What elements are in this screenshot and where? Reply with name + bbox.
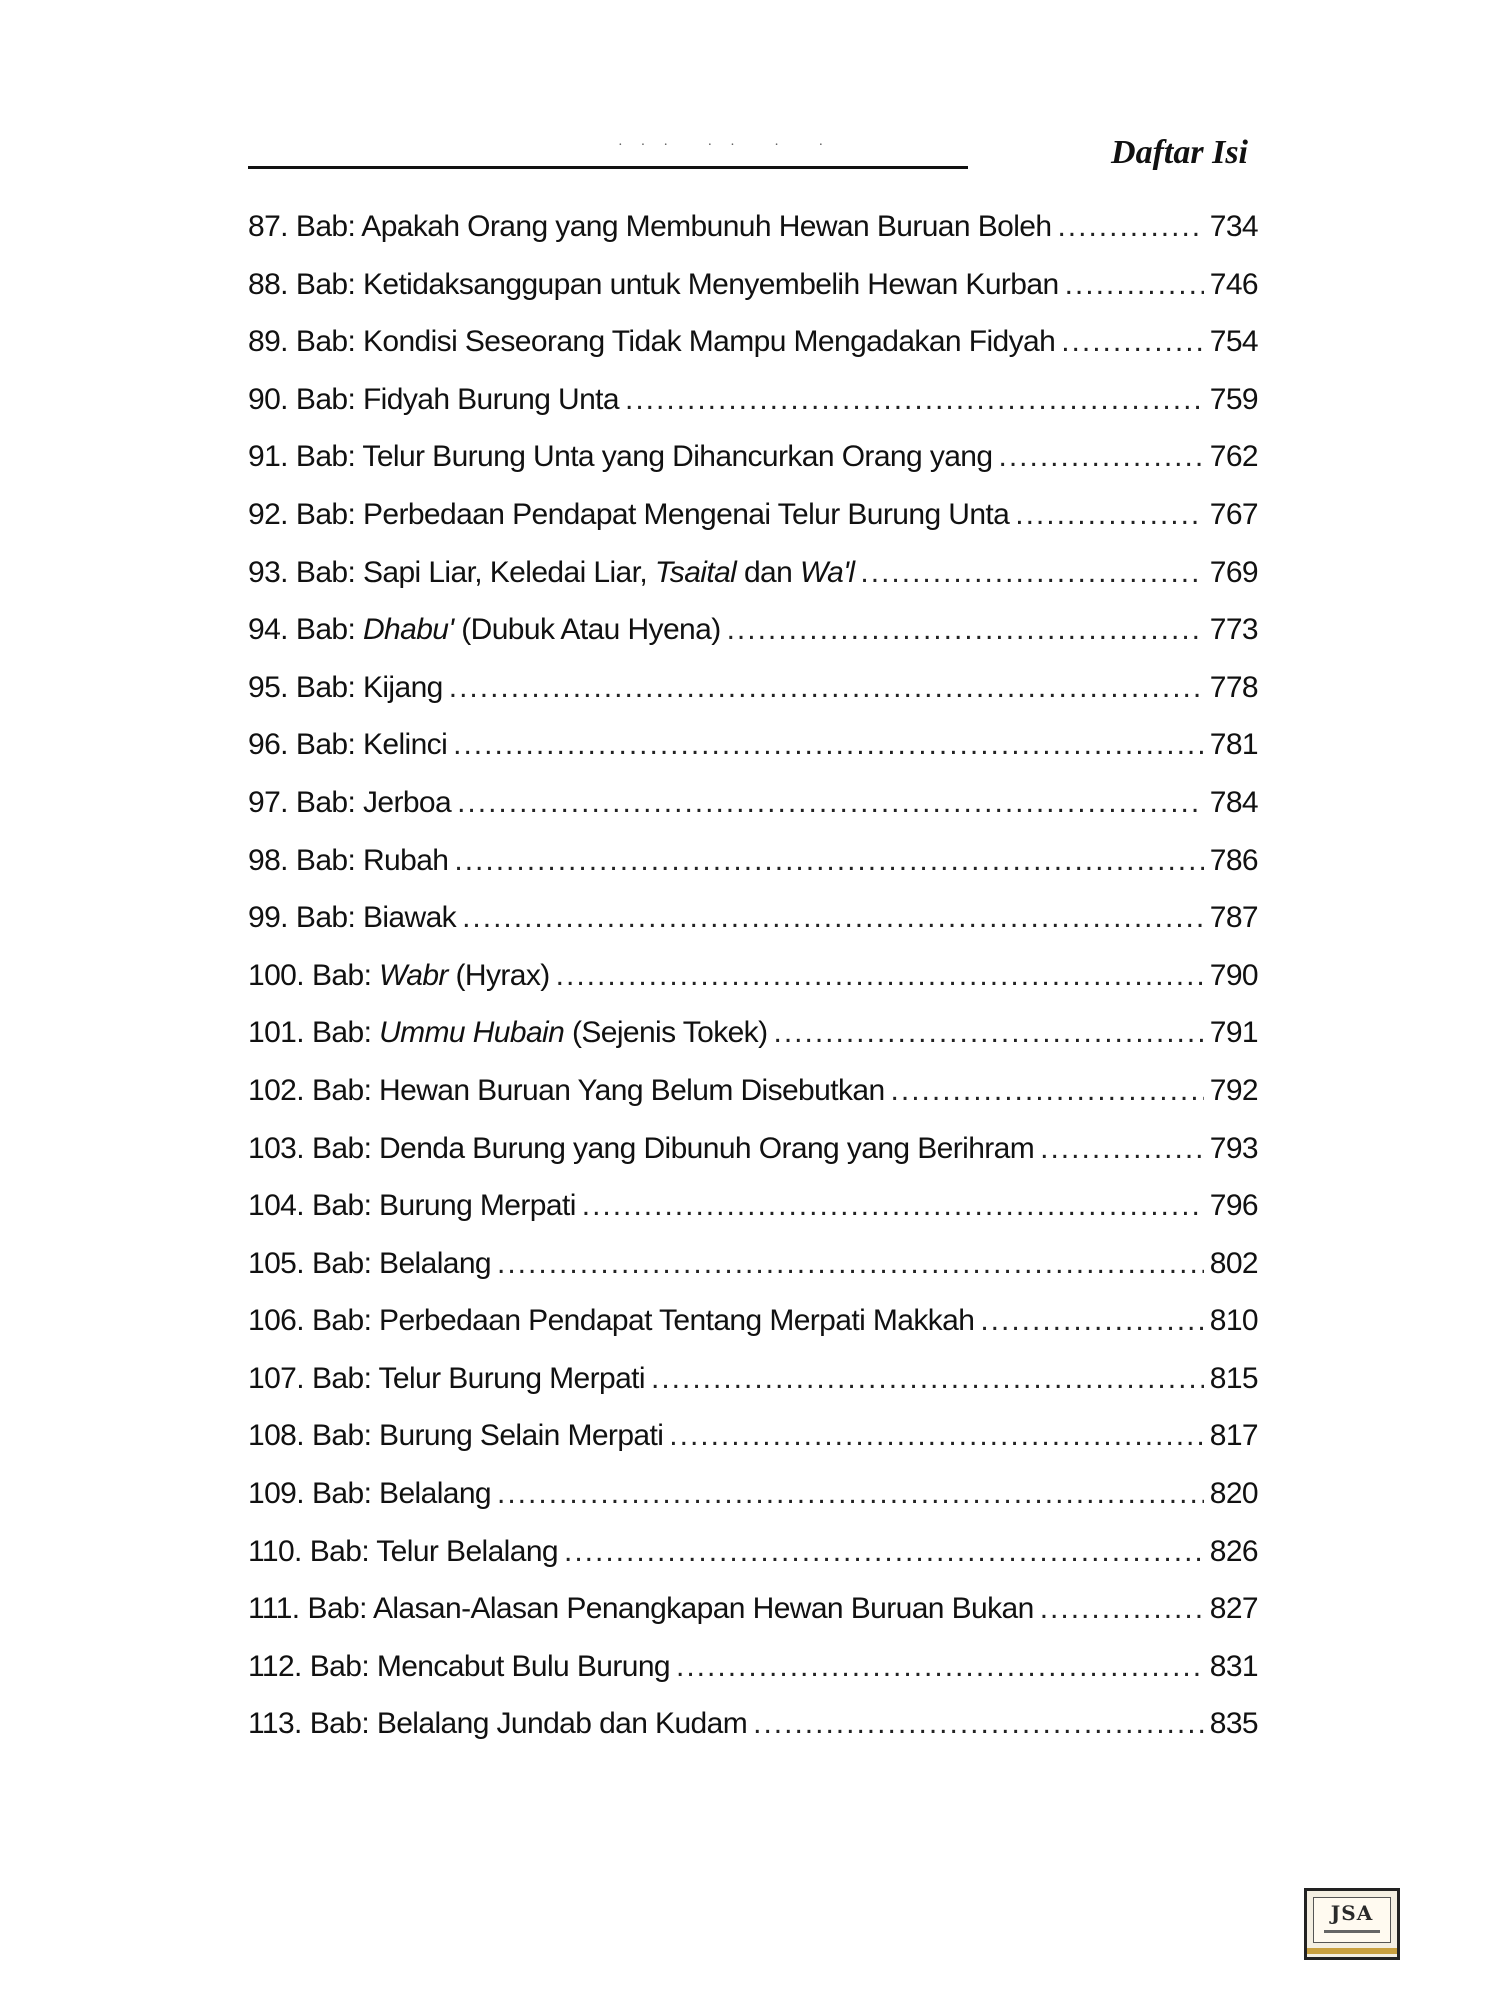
toc-entry-title-italic: Tsaital bbox=[654, 555, 737, 589]
toc-entry bbox=[248, 1477, 1258, 1535]
toc-entry-title: Bab: Kondisi Seseorang Tidak Mampu Mengadakan Fidyah bbox=[295, 325, 1056, 359]
toc-entry-title: Bab: Ketidaksanggupan untuk Menyembelih Hewan Kurban bbox=[295, 267, 1059, 301]
toc-entry bbox=[248, 844, 1258, 902]
toc-entry-number: 88. bbox=[248, 267, 288, 301]
toc-entry-page-number: 826 bbox=[1209, 1534, 1258, 1568]
toc-entry-title: Bab: Burung Merpati bbox=[312, 1189, 576, 1223]
toc-dot-leader bbox=[998, 440, 1203, 474]
toc-entry bbox=[248, 325, 1258, 383]
toc-entry-title-italic: Ummu Hubain bbox=[379, 1016, 565, 1050]
toc-entry-page-number: 796 bbox=[1209, 1189, 1258, 1223]
toc-entry-page-number: 792 bbox=[1209, 1073, 1258, 1107]
toc-entry-number: 97. bbox=[248, 785, 288, 819]
toc-entry bbox=[248, 383, 1258, 441]
toc-entry bbox=[248, 613, 1258, 671]
toc-entry-number: 89. bbox=[248, 325, 288, 359]
logo-stripe bbox=[1307, 1948, 1397, 1954]
toc-entry-number: 106. bbox=[248, 1304, 304, 1338]
toc-entry-title bbox=[312, 1016, 767, 1050]
toc-entry-page-number: 820 bbox=[1209, 1477, 1258, 1511]
toc-entry bbox=[248, 1419, 1258, 1477]
logo-panel bbox=[1313, 1897, 1391, 1943]
toc-entry bbox=[248, 959, 1258, 1017]
toc-entry-number: 109. bbox=[248, 1477, 304, 1511]
toc-entry bbox=[248, 728, 1258, 786]
toc-entry-title-part: (Dubuk Atau Hyena) bbox=[453, 613, 721, 647]
toc-entry-page-number: 786 bbox=[1209, 843, 1258, 877]
toc-dot-leader bbox=[1061, 325, 1204, 359]
toc-entry-title-italic: Dhabu' bbox=[362, 613, 454, 647]
toc-dot-leader bbox=[454, 844, 1203, 878]
toc-dot-leader bbox=[727, 613, 1204, 647]
toc-entry-title-part: (Hyrax) bbox=[447, 958, 550, 992]
toc-dot-leader bbox=[497, 1477, 1204, 1511]
toc-entry-number: 108. bbox=[248, 1419, 304, 1453]
toc-entry-title: Bab: Biawak bbox=[295, 901, 457, 935]
toc-entry bbox=[248, 498, 1258, 556]
toc-entry-title: Bab: Kijang bbox=[295, 670, 443, 704]
toc-entry-number: 105. bbox=[248, 1246, 304, 1280]
toc-entry-number: 102. bbox=[248, 1073, 304, 1107]
toc-dot-leader bbox=[457, 786, 1204, 820]
toc-entry-title-part: (Sejenis Tokek) bbox=[564, 1016, 768, 1050]
toc-entry-number: 91. bbox=[248, 440, 288, 474]
toc-entry-title bbox=[296, 613, 721, 647]
toc-entry-number: 104. bbox=[248, 1189, 304, 1223]
toc-entry-title: Bab: Fidyah Burung Unta bbox=[295, 382, 619, 416]
toc-entry-title: Bab: Kelinci bbox=[295, 728, 448, 762]
header-rule bbox=[248, 166, 968, 169]
toc-entry-number: 92. bbox=[248, 497, 288, 531]
toc-entry-title: Bab: Telur Burung Merpati bbox=[312, 1361, 645, 1395]
toc-entry-page-number: 802 bbox=[1209, 1246, 1258, 1280]
toc-dot-leader bbox=[891, 1074, 1204, 1108]
toc-entry bbox=[248, 1189, 1258, 1247]
toc-entry-page-number: 773 bbox=[1209, 613, 1258, 647]
table-of-contents bbox=[248, 210, 1258, 1765]
toc-dot-leader bbox=[449, 671, 1204, 705]
toc-entry-title: Bab: Hewan Buruan Yang Belum Disebutkan bbox=[312, 1073, 885, 1107]
toc-dot-leader bbox=[462, 901, 1204, 935]
toc-entry-number: 93. bbox=[248, 555, 288, 589]
toc-entry-page-number: 810 bbox=[1209, 1304, 1258, 1338]
toc-entry-number: 95. bbox=[248, 670, 288, 704]
page-header bbox=[248, 128, 1248, 188]
toc-entry-title: Bab: Perbedaan Pendapat Tentang Merpati Makkah bbox=[312, 1304, 975, 1338]
toc-entry-title bbox=[296, 556, 855, 590]
toc-entry-page-number: 793 bbox=[1209, 1131, 1258, 1165]
toc-entry-title: Bab: Belalang bbox=[312, 1246, 492, 1280]
toc-entry-page-number: 759 bbox=[1209, 382, 1258, 416]
toc-dot-leader bbox=[669, 1419, 1203, 1453]
toc-entry-page-number: 815 bbox=[1209, 1361, 1258, 1395]
toc-entry-number: 112. bbox=[248, 1649, 302, 1683]
toc-entry-title: Bab: Burung Selain Merpati bbox=[312, 1419, 664, 1453]
toc-entry-number: 111. bbox=[248, 1592, 300, 1626]
toc-entry bbox=[248, 1016, 1258, 1074]
toc-entry-title: Bab: Mencabut Bulu Burung bbox=[309, 1649, 671, 1683]
toc-dot-leader bbox=[582, 1189, 1204, 1223]
toc-dot-leader bbox=[651, 1362, 1204, 1396]
toc-entry-title bbox=[312, 959, 550, 993]
toc-entry-number: 107. bbox=[248, 1361, 304, 1395]
toc-entry-page-number: 827 bbox=[1209, 1592, 1258, 1626]
toc-entry-number: 94. bbox=[248, 613, 288, 647]
toc-entry bbox=[248, 1650, 1258, 1708]
toc-entry bbox=[248, 1247, 1258, 1305]
toc-entry bbox=[248, 1074, 1258, 1132]
toc-entry bbox=[248, 1362, 1258, 1420]
toc-entry-title: Bab: Denda Burung yang Dibunuh Orang yang Berihram bbox=[312, 1131, 1035, 1165]
toc-entry-title-italic: Wabr bbox=[379, 958, 448, 992]
logo-underline bbox=[1324, 1930, 1380, 1933]
toc-entry-title: Bab: Apakah Orang yang Membunuh Hewan Buruan Boleh bbox=[295, 210, 1052, 243]
toc-entry-page-number: 790 bbox=[1209, 958, 1258, 992]
toc-entry-number: 87. bbox=[248, 210, 288, 243]
toc-entry-number: 113. bbox=[248, 1707, 302, 1741]
toc-entry-title: Bab: Belalang Jundab dan Kudam bbox=[309, 1707, 748, 1741]
toc-entry-number: 90. bbox=[248, 382, 288, 416]
toc-entry bbox=[248, 440, 1258, 498]
toc-dot-leader bbox=[453, 728, 1204, 762]
toc-entry bbox=[248, 268, 1258, 326]
toc-entry bbox=[248, 1304, 1258, 1362]
toc-entry-page-number: 781 bbox=[1209, 728, 1258, 762]
toc-entry-title: Bab: Perbedaan Pendapat Mengenai Telur Burung Unta bbox=[295, 497, 1010, 531]
header-smudge-marks: ··· ·· · · bbox=[618, 138, 842, 153]
toc-entry-page-number: 767 bbox=[1209, 497, 1258, 531]
toc-dot-leader bbox=[564, 1535, 1204, 1569]
toc-entry-number: 110. bbox=[248, 1534, 302, 1568]
toc-dot-leader bbox=[676, 1650, 1204, 1684]
toc-dot-leader bbox=[1015, 498, 1204, 532]
toc-entry bbox=[248, 1132, 1258, 1190]
toc-dot-leader bbox=[556, 959, 1204, 993]
toc-entry-title: Bab: Telur Burung Unta yang Dihancurkan Orang yang bbox=[295, 440, 993, 474]
toc-entry-title: Bab: Jerboa bbox=[295, 785, 452, 819]
toc-entry bbox=[248, 671, 1258, 729]
toc-entry-page-number: 746 bbox=[1209, 267, 1258, 301]
toc-entry-number: 96. bbox=[248, 728, 288, 762]
publisher-logo bbox=[1304, 1888, 1400, 1960]
toc-entry-number: 98. bbox=[248, 843, 288, 877]
toc-entry-title-part: Bab: bbox=[312, 1016, 380, 1050]
page-title: Daftar Isi bbox=[1111, 134, 1248, 171]
toc-entry-page-number: 791 bbox=[1209, 1016, 1258, 1050]
toc-dot-leader bbox=[1040, 1132, 1204, 1166]
toc-entry-page-number: 831 bbox=[1209, 1649, 1258, 1683]
toc-entry-number: 100. bbox=[248, 958, 304, 992]
toc-entry bbox=[248, 556, 1258, 614]
toc-dot-leader bbox=[625, 383, 1204, 417]
toc-dot-leader bbox=[773, 1016, 1203, 1050]
toc-entry-page-number: 787 bbox=[1209, 901, 1258, 935]
toc-entry-title-part: dan bbox=[736, 555, 800, 589]
toc-entry-page-number: 817 bbox=[1209, 1419, 1258, 1453]
toc-entry bbox=[248, 1707, 1258, 1765]
toc-entry bbox=[248, 901, 1258, 959]
toc-dot-leader bbox=[753, 1707, 1204, 1741]
toc-entry-title: Bab: Alasan-Alasan Penangkapan Hewan Buruan Bukan bbox=[307, 1592, 1034, 1626]
toc-entry-number: 99. bbox=[248, 901, 288, 935]
toc-entry-title-part: Bab: bbox=[295, 613, 363, 647]
toc-dot-leader bbox=[1065, 268, 1204, 302]
toc-entry-page-number: 734 bbox=[1209, 210, 1258, 243]
toc-entry bbox=[248, 786, 1258, 844]
toc-entry-page-number: 762 bbox=[1209, 440, 1258, 474]
toc-entry-title-part: Bab: Sapi Liar, Keledai Liar, bbox=[295, 555, 655, 589]
toc-entry-title: Bab: Rubah bbox=[295, 843, 449, 877]
toc-entry-page-number: 784 bbox=[1209, 785, 1258, 819]
toc-entry-title-part: Bab: bbox=[312, 958, 380, 992]
toc-entry-page-number: 835 bbox=[1209, 1707, 1258, 1741]
toc-dot-leader bbox=[860, 556, 1203, 590]
toc-entry-page-number: 754 bbox=[1209, 325, 1258, 359]
toc-entry-number: 101. bbox=[248, 1016, 304, 1050]
toc-dot-leader bbox=[1057, 210, 1203, 244]
toc-entry bbox=[248, 210, 1258, 268]
toc-entry-title-italic: Wa'l bbox=[799, 555, 855, 589]
toc-dot-leader bbox=[497, 1247, 1204, 1281]
toc-entry-page-number: 778 bbox=[1209, 670, 1258, 704]
toc-dot-leader bbox=[980, 1304, 1203, 1338]
toc-entry-title: Bab: Telur Belalang bbox=[309, 1534, 558, 1568]
logo-text: JSA bbox=[1330, 1901, 1374, 1925]
toc-entry bbox=[248, 1592, 1258, 1650]
toc-entry-number: 103. bbox=[248, 1131, 304, 1165]
toc-entry bbox=[248, 1535, 1258, 1593]
toc-entry-title: Bab: Belalang bbox=[312, 1477, 492, 1511]
toc-entry-page-number: 769 bbox=[1209, 555, 1258, 589]
toc-dot-leader bbox=[1040, 1592, 1204, 1626]
